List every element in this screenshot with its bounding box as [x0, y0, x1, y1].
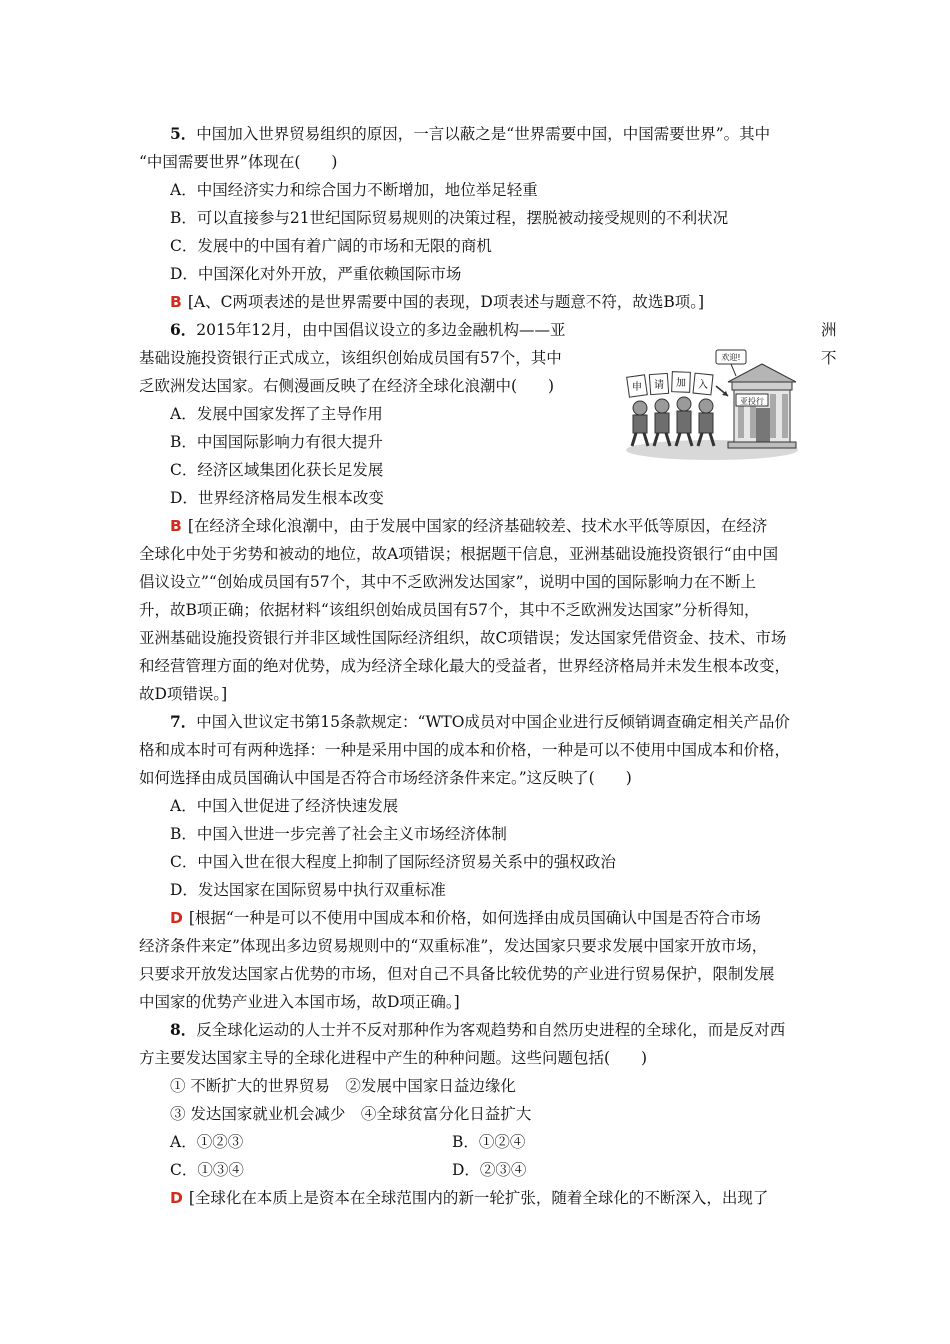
q6-answer-line: [170, 512, 839, 540]
q6-option-d: D．世界经济格局发生根本改变: [170, 489, 384, 507]
question-number: 6．: [170, 320, 197, 339]
question-text: 中国加入世界贸易组织的原因，一言以蔽之是“世界需要中国，中国需要世界”。其中: [196, 125, 771, 143]
question-7-stem-cont: 格和成本时可有两种选择：一种是采用中国的成本和价格，一种是可以不使用中国成本和价格，: [139, 741, 791, 759]
q7-option-c: C．中国入世在很大程度上抑制了国际经济贸易关系中的强权政治: [170, 853, 616, 871]
question-6-stem-cont2: 乏欧洲发达国家。右侧漫画反映了在经济全球化浪潮中( ): [139, 377, 555, 395]
q6-analysis-line: 和经营管理方面的绝对优势，成为经济全球化最大的受益者，世界经济格局并未发生根本改变，: [139, 657, 791, 675]
sign-char: 加: [676, 378, 686, 389]
q6-line1-end: 洲: [821, 321, 837, 339]
q6-option-a: A．发展中国家发挥了主导作用: [170, 405, 383, 423]
q6-analysis-line: 故D项错误。]: [139, 685, 228, 703]
question-6-stem: [170, 316, 630, 344]
question-text: 中国入世议定书第15条款规定：“WTO成员对中国企业进行反倾销调查确定相关产品价: [196, 713, 790, 731]
q7-option-a: A．中国入世促进了经济快速发展: [170, 797, 399, 815]
question-7-stem-cont2: 如何选择由成员国确认中国是否符合市场经济条件来定。”这反映了( ): [139, 769, 632, 787]
q6-option-b: B．中国国际影响力有很大提升: [170, 433, 383, 451]
answer-letter: D: [170, 1189, 183, 1207]
q6-analysis-line: 全球化中处于劣势和被动的地位，故A项错误；根据题干信息，亚洲基础设施投资银行“由中国: [139, 545, 779, 563]
q7-answer-line: [170, 904, 839, 932]
analysis-text: [全球化在本质上是资本在全球范围内的新一轮扩张，随着全球化的不断深入，出现了: [188, 1189, 769, 1207]
q7-option-b: B．中国入世进一步完善了社会主义市场经济体制: [170, 825, 507, 843]
sign-char: 入: [698, 380, 708, 391]
question-8-stem: [170, 1016, 839, 1044]
q6-analysis-line: 升，故B项正确；依据材料“该组织创始成员国有57个，其中不乏欧洲发达国家”分析得知，: [139, 601, 760, 619]
bank-label: 亚投行: [740, 397, 764, 406]
sign-char: 申: [632, 382, 642, 393]
q8-option-a: A．①②③: [170, 1133, 244, 1151]
question-5-stem-cont: “中国需要世界”体现在( ): [139, 153, 338, 171]
answer-letter: D: [170, 909, 183, 927]
q7-analysis-line: 中国家的优势产业进入本国市场，故D项正确。]: [139, 993, 460, 1011]
q5-answer-line: [170, 288, 839, 316]
q6-line2-end: 不: [821, 349, 837, 367]
q5-option-c: C．发展中的中国有着广阔的市场和无限的商机: [170, 237, 492, 255]
q7-analysis-line: 经济条件来定”体现出多边贸易规则中的“双重标准”，发达国家只要求发展中国家开放市场，: [139, 937, 768, 955]
q8-option-d: D．②③④: [452, 1161, 527, 1179]
q6-option-c: C．经济区域集团化获长足发展: [170, 461, 384, 479]
analysis-text: [根据“一种是可以不使用中国成本和价格，如何选择由成员国确认中国是否符合市场: [188, 909, 761, 927]
q6-analysis-line: 亚洲基础设施投资银行并非区域性国际经济组织，故C项错误；发达国家凭借资金、技术、市场: [139, 629, 787, 647]
question-6-stem-cont: 基础设施投资银行正式成立，该组织创始成员国有57个，其中: [139, 349, 562, 367]
q8-option-b: B．①②④: [452, 1133, 526, 1151]
q5-option-a: A．中国经济实力和综合国力不断增加，地位举足轻重: [170, 181, 538, 199]
q8-items-line-2: ③ 发达国家就业机会减少 ④全球贫富分化日益扩大: [170, 1105, 532, 1123]
q5-option-d: D．中国深化对外开放，严重依赖国际市场: [170, 265, 462, 283]
q7-analysis-line: 只要求开放发达国家占优势的市场，但对自己不具备比较优势的产业进行贸易保护，限制发展: [139, 965, 775, 983]
q8-answer-line: [170, 1184, 839, 1212]
q7-option-d: D．发达国家在国际贸易中执行双重标准: [170, 881, 446, 899]
answer-letter: B: [170, 517, 182, 535]
question-number: 5．: [170, 124, 197, 143]
q5-option-b: B．可以直接参与21世纪国际贸易规则的决策过程，摆脱被动接受规则的不利状况: [170, 209, 729, 227]
analysis-text: [在经济全球化浪潮中，由于发展中国家的经济基础较差、技术水平低等原因，在经济: [187, 517, 768, 535]
q8-option-c: C．①③④: [170, 1161, 244, 1179]
analysis-text: [A、C两项表述的是世界需要中国的表现，D项表述与题意不符，故选B项。]: [187, 293, 705, 311]
welcome-text: 欢迎!: [721, 353, 741, 362]
answer-letter: B: [170, 293, 182, 311]
question-7-stem: [170, 708, 839, 736]
q6-analysis-line: 倡议设立”“创始成员国有57个，其中不乏欧洲发达国家”，说明中国的国际影响力在不断上: [139, 573, 756, 591]
question-text: 2015年12月，由中国倡议设立的多边金融机构——亚: [196, 321, 566, 339]
sign-char: 请: [654, 380, 664, 391]
question-number: 7．: [170, 712, 197, 731]
question-text: 反全球化运动的人士并不反对那种作为客观趋势和自然历史进程的全球化，而是反对西: [196, 1021, 786, 1039]
question-5-stem: [170, 120, 839, 148]
question-number: 8．: [170, 1020, 197, 1039]
question-8-stem-cont: 方主要发达国家主导的全球化进程中产生的种种问题。这些问题包括( ): [139, 1049, 648, 1067]
q8-items-line-1: ① 不断扩大的世界贸易 ②发展中国家日益边缘化: [170, 1077, 516, 1095]
